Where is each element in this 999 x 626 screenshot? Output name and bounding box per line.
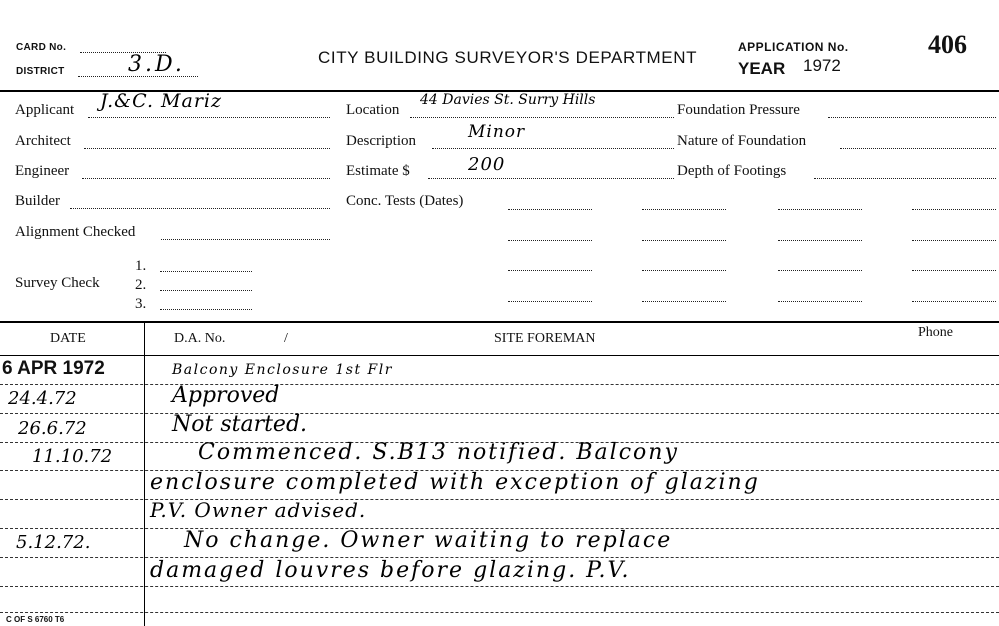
survey-line-2 (160, 290, 252, 291)
applicant-label: Applicant (15, 102, 75, 118)
estimate-line (428, 178, 674, 179)
card-no-label: CARD No. (16, 42, 67, 53)
conc-line (778, 301, 862, 302)
table-row-entry: Commenced. S.B13 notified. Balcony (198, 440, 679, 465)
date-column-divider (144, 322, 145, 626)
site-foreman-header: SITE FOREMAN (494, 331, 596, 346)
department-title: CITY BUILDING SURVEYOR'S DEPARTMENT (318, 48, 698, 67)
location-line (410, 117, 674, 118)
conc-line (778, 209, 862, 210)
conc-tests-label: Conc. Tests (Dates) (346, 193, 464, 209)
table-row-date: 6 APR 1972 (2, 358, 105, 379)
location-label: Location (346, 102, 400, 118)
table-header-rule (0, 355, 999, 356)
foundation-pressure-label: Foundation Pressure (677, 102, 800, 118)
da-no-slash: / (284, 331, 288, 346)
survey-num-2: 2. (135, 277, 147, 293)
district-label: DISTRICT (16, 66, 65, 77)
survey-line-3 (160, 309, 252, 310)
table-row-entry: Balcony Enclosure 1st Flr (172, 362, 393, 378)
conc-line (912, 240, 996, 241)
builder-line (70, 208, 330, 209)
district-value: 3.D. (128, 52, 185, 77)
conc-line (642, 270, 726, 271)
form-code: C OF S 6760 T6 (6, 615, 65, 624)
conc-line (642, 301, 726, 302)
alignment-line (161, 239, 330, 240)
estimate-label: Estimate $ (346, 163, 410, 179)
conc-line (642, 209, 726, 210)
survey-check-label: Survey Check (15, 275, 100, 291)
survey-num-3: 3. (135, 296, 147, 312)
table-row-date: 11.10.72 (32, 446, 113, 467)
table-row-entry: P.V. Owner advised. (150, 498, 367, 522)
depth-of-footings-label: Depth of Footings (677, 163, 787, 179)
conc-line (912, 209, 996, 210)
table-row-entry: Approved (172, 383, 280, 408)
year-value: 1972 (803, 56, 841, 75)
row-rule (0, 612, 999, 613)
estimate-value: 200 (468, 154, 506, 175)
conc-line (508, 240, 592, 241)
builder-label: Builder (15, 193, 60, 209)
phone-header: Phone (918, 325, 953, 340)
table-row-date: 5.12.72. (16, 532, 91, 553)
applicant-value: J.&C. Mariz (100, 90, 222, 112)
description-label: Description (346, 133, 416, 149)
table-top-rule (0, 321, 999, 323)
architect-line (84, 148, 330, 149)
row-rule (0, 413, 999, 414)
nature-of-foundation-label: Nature of Foundation (677, 133, 807, 149)
alignment-label: Alignment Checked (15, 224, 136, 240)
table-row-entry: Not started. (172, 412, 308, 437)
conc-line (508, 270, 592, 271)
description-value: Minor (468, 122, 526, 142)
table-row-entry: enclosure completed with exception of glazing (150, 470, 760, 495)
description-line (432, 148, 674, 149)
conc-line (912, 270, 996, 271)
table-row-date: 26.6.72 (18, 418, 87, 439)
depth-of-footings-line (814, 178, 996, 179)
table-row-entry: No change. Owner waiting to replace (184, 528, 673, 553)
engineer-label: Engineer (15, 163, 70, 179)
table-row-date: 24.4.72 (8, 388, 77, 409)
conc-line (778, 240, 862, 241)
row-rule (0, 586, 999, 587)
conc-line (912, 301, 996, 302)
application-no-label: APPLICATION No. (738, 40, 849, 54)
date-column-header: DATE (50, 331, 86, 346)
engineer-line (82, 178, 330, 179)
conc-line (508, 301, 592, 302)
conc-line (778, 270, 862, 271)
conc-line (642, 240, 726, 241)
architect-label: Architect (15, 133, 71, 149)
conc-line (508, 209, 592, 210)
year-label: YEAR (738, 59, 786, 78)
da-no-header: D.A. No. (174, 331, 226, 346)
location-value: 44 Davies St. Surry Hills (420, 92, 596, 108)
survey-num-1: 1. (135, 258, 147, 274)
foundation-pressure-line (828, 117, 996, 118)
application-number: 406 (928, 30, 967, 59)
row-rule (0, 384, 999, 385)
survey-line-1 (160, 271, 252, 272)
nature-of-foundation-line (840, 148, 996, 149)
applicant-line (88, 117, 330, 118)
table-row-entry: damaged louvres before glazing. P.V. (150, 558, 631, 583)
